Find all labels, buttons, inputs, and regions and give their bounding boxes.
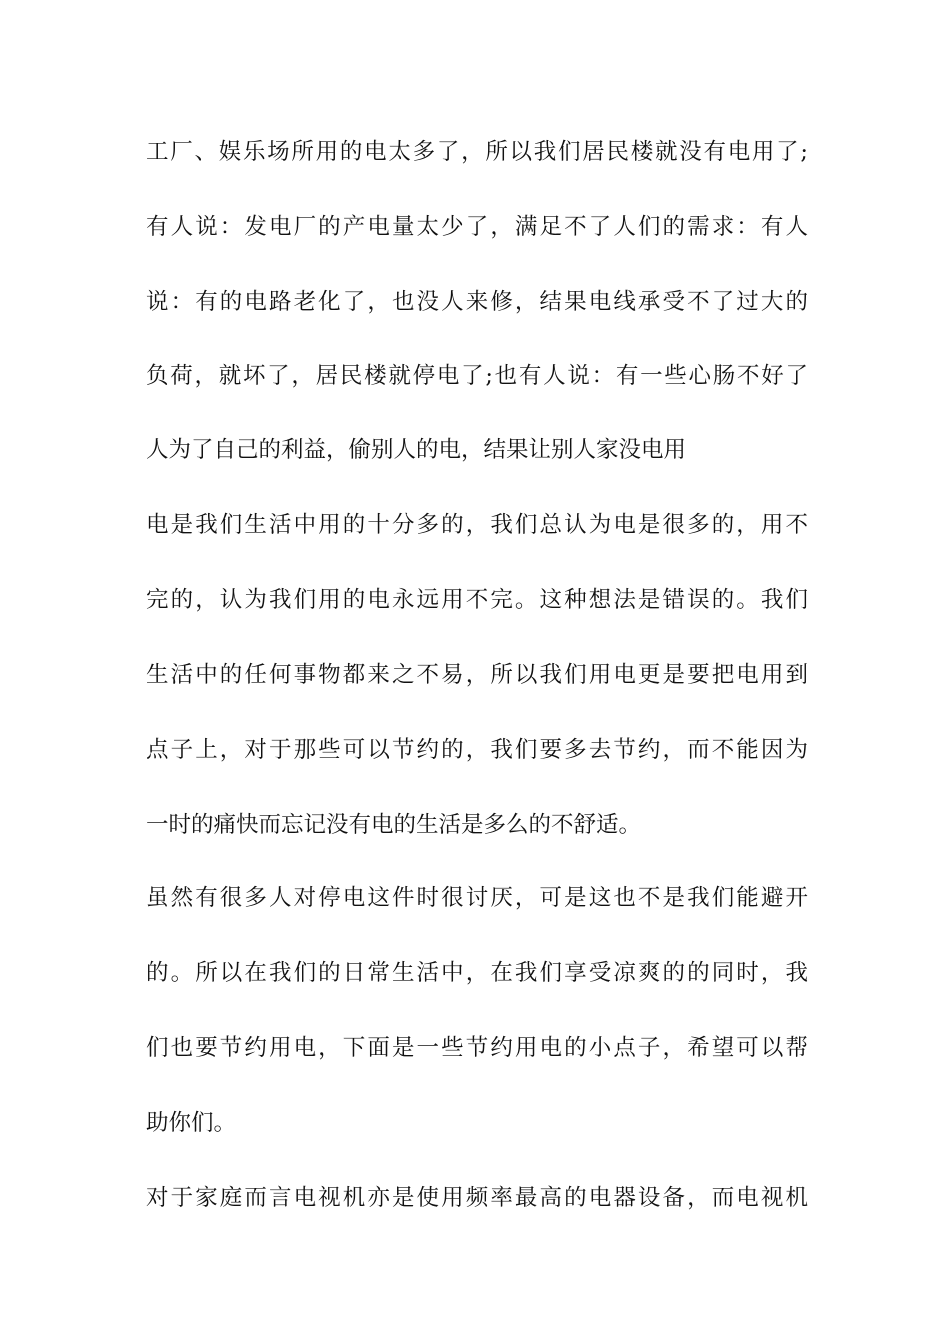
text-line-10: 一时的痛快而忘记没有电的生活是多么的不舒适。 — [146, 812, 642, 838]
text-line-5: 人为了自己的利益，偷别人的电，结果让别人家没电用 — [146, 437, 687, 463]
text-line-13: 们也要节约用电，下面是一些节约用电的小点子，希望可以帮 — [146, 1035, 808, 1061]
text-line-11: 虽然有很多人对停电这件时很讨厌，可是这也不是我们能避开 — [146, 885, 808, 911]
text-line-3: 说：有的电路老化了，也没人来修，结果电线承受不了过大的 — [146, 289, 808, 315]
text-line-4: 负荷，就坏了，居民楼就停电了;也有人说：有一些心肠不好了 — [146, 363, 808, 389]
text-line-7: 完的，认为我们用的电永远用不完。这种想法是错误的。我们 — [146, 587, 808, 613]
text-line-14: 助你们。 — [146, 1110, 237, 1136]
text-line-15: 对于家庭而言电视机亦是使用频率最高的电器设备，而电视机 — [146, 1185, 808, 1211]
text-line-2: 有人说：发电厂的产电量太少了，满足不了人们的需求：有人 — [146, 214, 808, 240]
text-line-8: 生活中的任何事物都来之不易，所以我们用电更是要把电用到 — [146, 662, 808, 688]
text-line-12: 的。所以在我们的日常生活中，在我们享受凉爽的的同时，我 — [146, 960, 808, 986]
text-line-9: 点子上，对于那些可以节约的，我们要多去节约，而不能因为 — [146, 737, 808, 763]
text-line-1: 工厂、娱乐场所用的电太多了，所以我们居民楼就没有电用了; — [146, 139, 808, 165]
text-line-6: 电是我们生活中用的十分多的，我们总认为电是很多的，用不 — [146, 512, 808, 538]
